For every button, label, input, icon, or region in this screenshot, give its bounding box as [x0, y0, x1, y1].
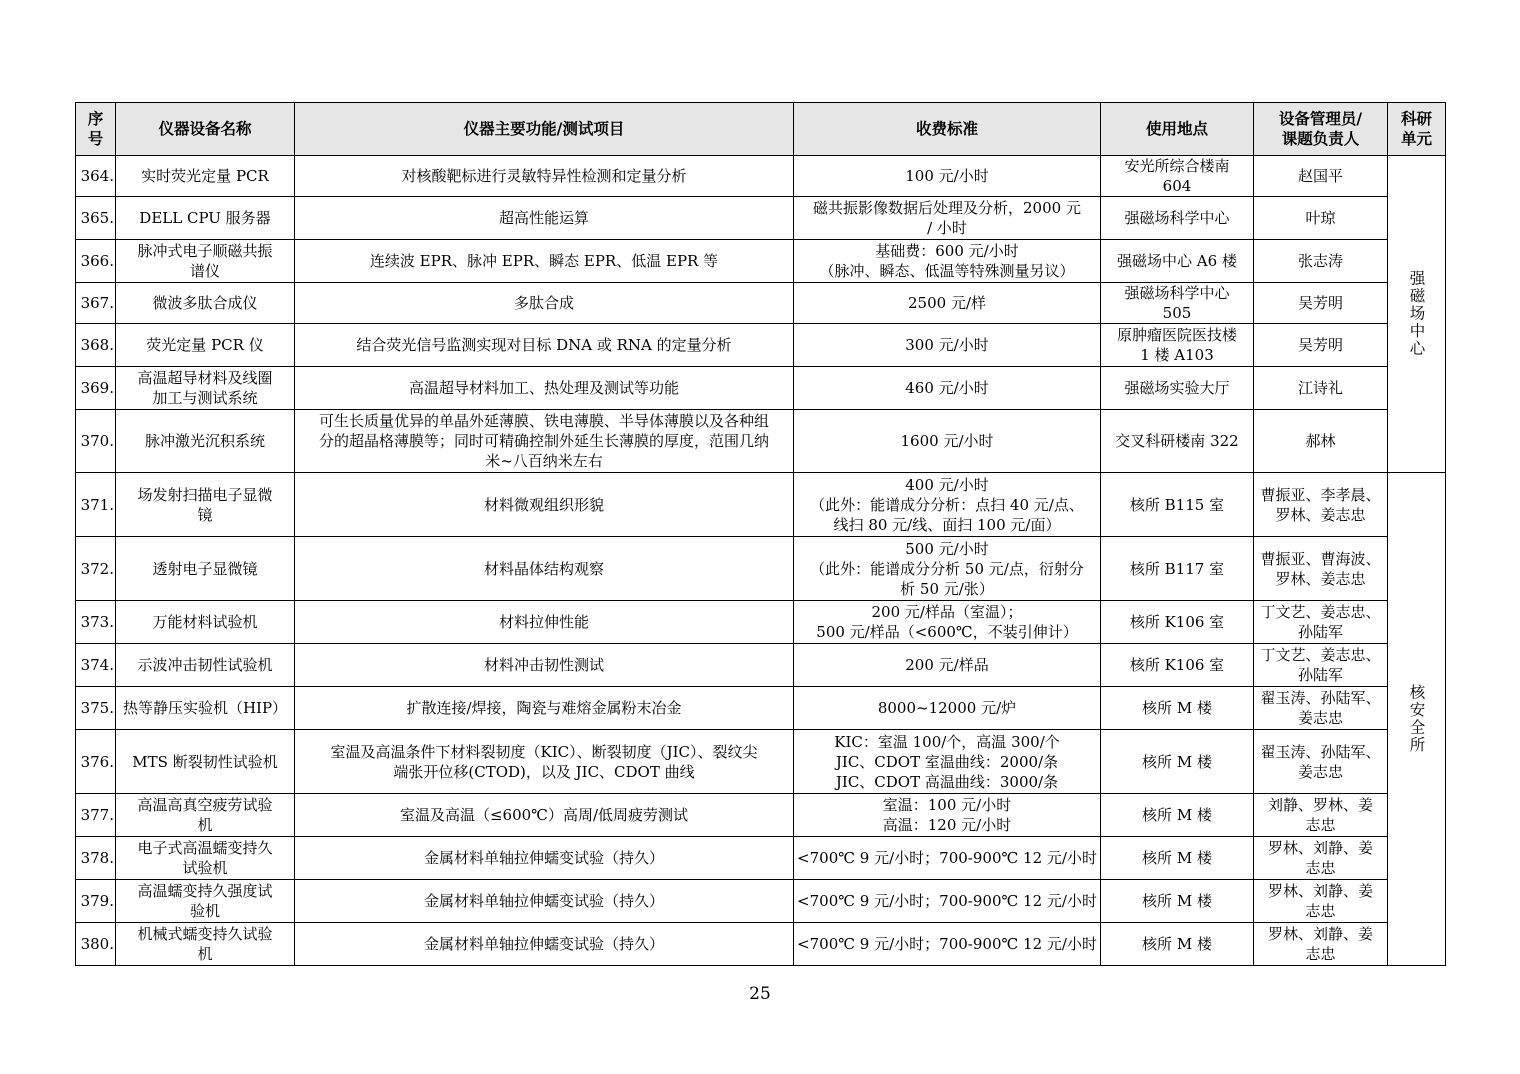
cell-fee: 2500 元/样	[794, 283, 1101, 324]
cell-function: 材料微观组织形貌	[295, 473, 794, 537]
cell-seq: 378.	[76, 837, 116, 880]
header-seq: 序 号	[76, 103, 116, 156]
cell-name: 示波冲击韧性试验机	[116, 644, 295, 687]
cell-fee: 500 元/小时 （此外：能谱成分分析 50 元/点，衍射分 析 50 元/张）	[794, 537, 1101, 601]
cell-research-unit: 核安全所	[1388, 473, 1446, 966]
cell-manager: 张志涛	[1254, 240, 1388, 283]
cell-function: 材料晶体结构观察	[295, 537, 794, 601]
cell-location: 核所 B115 室	[1101, 473, 1254, 537]
table-row	[76, 923, 1446, 966]
table-row	[76, 687, 1446, 730]
header-name: 仪器设备名称	[116, 103, 295, 156]
cell-seq: 366.	[76, 240, 116, 283]
table-row	[76, 880, 1446, 923]
cell-seq: 376.	[76, 730, 116, 794]
cell-location: 核所 B117 室	[1101, 537, 1254, 601]
cell-fee: 基础费：600 元/小时 （脉冲、瞬态、低温等特殊测量另议）	[794, 240, 1101, 283]
cell-location: 交叉科研楼南 322	[1101, 410, 1254, 473]
table-row	[76, 283, 1446, 324]
cell-function: 结合荧光信号监测实现对目标 DNA 或 RNA 的定量分析	[295, 324, 794, 367]
cell-location: 核所 M 楼	[1101, 837, 1254, 880]
cell-function: 可生长质量优异的单晶外延薄膜、铁电薄膜、半导体薄膜以及各种组 分的超晶格薄膜等；同时可精确控制外延生长薄膜的厚度，范围几纳 米~八百纳米左右	[295, 410, 794, 473]
cell-name: 电子式高温蠕变持久 试验机	[116, 837, 295, 880]
cell-manager: 吴芳明	[1254, 283, 1388, 324]
table-row	[76, 197, 1446, 240]
cell-location: 核所 K106 室	[1101, 601, 1254, 644]
cell-fee: 400 元/小时 （此外：能谱成分分析：点扫 40 元/点、 线扫 80 元/线、面扫 100 元/面）	[794, 473, 1101, 537]
cell-function: 对核酸靶标进行灵敏特异性检测和定量分析	[295, 156, 794, 197]
cell-seq: 380.	[76, 923, 116, 966]
cell-location: 强磁场中心 A6 楼	[1101, 240, 1254, 283]
cell-seq: 371.	[76, 473, 116, 537]
cell-name: 脉冲激光沉积系统	[116, 410, 295, 473]
cell-seq: 364.	[76, 156, 116, 197]
cell-name: 荧光定量 PCR 仪	[116, 324, 295, 367]
header-fee: 收费标准	[794, 103, 1101, 156]
cell-manager: 罗林、刘静、姜 志忠	[1254, 880, 1388, 923]
cell-name: 高温蠕变持久强度试 验机	[116, 880, 295, 923]
cell-manager: 吴芳明	[1254, 324, 1388, 367]
cell-fee: 200 元/样品（室温）； 500 元/样品（<600℃，不装引伸计）	[794, 601, 1101, 644]
cell-location: 核所 M 楼	[1101, 880, 1254, 923]
cell-manager: 翟玉涛、孙陆军、 姜志忠	[1254, 687, 1388, 730]
cell-name: 实时荧光定量 PCR	[116, 156, 295, 197]
table-row	[76, 730, 1446, 794]
cell-function: 材料拉伸性能	[295, 601, 794, 644]
cell-research-unit: 强磁场中心	[1388, 156, 1446, 473]
cell-name: 脉冲式电子顺磁共振 谱仪	[116, 240, 295, 283]
cell-name: 高温超导材料及线圈 加工与测试系统	[116, 367, 295, 410]
cell-seq: 367.	[76, 283, 116, 324]
cell-manager: 江诗礼	[1254, 367, 1388, 410]
cell-name: 透射电子显微镜	[116, 537, 295, 601]
cell-name: 热等静压实验机（HIP）	[116, 687, 295, 730]
cell-seq: 375.	[76, 687, 116, 730]
cell-function: 金属材料单轴拉伸蠕变试验（持久）	[295, 837, 794, 880]
header-function: 仪器主要功能/测试项目	[295, 103, 794, 156]
table-row	[76, 537, 1446, 601]
cell-seq: 374.	[76, 644, 116, 687]
cell-manager: 曹振亚、曹海波、 罗林、姜志忠	[1254, 537, 1388, 601]
cell-fee: <700℃ 9 元/小时；700-900℃ 12 元/小时	[794, 837, 1101, 880]
header-manager: 设备管理员/ 课题负责人	[1254, 103, 1388, 156]
table-row	[76, 410, 1446, 473]
cell-seq: 370.	[76, 410, 116, 473]
table-row	[76, 324, 1446, 367]
cell-function: 室温及高温条件下材料裂韧度（KIC）、断裂韧度（JIC）、裂纹尖 端张开位移(CTOD)，以及 JIC、CDOT 曲线	[295, 730, 794, 794]
cell-function: 金属材料单轴拉伸蠕变试验（持久）	[295, 923, 794, 966]
cell-location: 安光所综合楼南 604	[1101, 156, 1254, 197]
cell-fee: 200 元/样品	[794, 644, 1101, 687]
table-row	[76, 367, 1446, 410]
page-number: 25	[749, 984, 771, 1004]
cell-location: 强磁场科学中心	[1101, 197, 1254, 240]
table-header-row	[76, 103, 1446, 156]
cell-location: 核所 K106 室	[1101, 644, 1254, 687]
cell-function: 高温超导材料加工、热处理及测试等功能	[295, 367, 794, 410]
cell-manager: 丁文艺、姜志忠、 孙陆军	[1254, 601, 1388, 644]
cell-location: 核所 M 楼	[1101, 730, 1254, 794]
cell-manager: 叶琼	[1254, 197, 1388, 240]
cell-fee: KIC：室温 100/个，高温 300/个 JIC、CDOT 室温曲线：2000/条 JIC、CDOT 高温曲线：3000/条	[794, 730, 1101, 794]
equipment-fee-table	[75, 102, 1446, 966]
table-row	[76, 794, 1446, 837]
cell-fee: 460 元/小时	[794, 367, 1101, 410]
cell-manager: 罗林、刘静、姜 志忠	[1254, 837, 1388, 880]
cell-name: MTS 断裂韧性试验机	[116, 730, 295, 794]
cell-name: 微波多肽合成仪	[116, 283, 295, 324]
cell-function: 金属材料单轴拉伸蠕变试验（持久）	[295, 880, 794, 923]
cell-fee: 1600 元/小时	[794, 410, 1101, 473]
cell-name: 场发射扫描电子显微 镜	[116, 473, 295, 537]
cell-fee: 300 元/小时	[794, 324, 1101, 367]
table-row	[76, 644, 1446, 687]
cell-function: 室温及高温（≤600℃）高周/低周疲劳测试	[295, 794, 794, 837]
cell-fee: 100 元/小时	[794, 156, 1101, 197]
cell-seq: 368.	[76, 324, 116, 367]
cell-manager: 丁文艺、姜志忠、 孙陆军	[1254, 644, 1388, 687]
cell-location: 核所 M 楼	[1101, 923, 1254, 966]
header-unit: 科研 单元	[1388, 103, 1446, 156]
table-row	[76, 473, 1446, 537]
cell-manager: 罗林、刘静、姜 志忠	[1254, 923, 1388, 966]
cell-name: DELL CPU 服务器	[116, 197, 295, 240]
cell-function: 超高性能运算	[295, 197, 794, 240]
cell-seq: 377.	[76, 794, 116, 837]
cell-manager: 郝林	[1254, 410, 1388, 473]
cell-fee: 8000~12000 元/炉	[794, 687, 1101, 730]
cell-manager: 赵国平	[1254, 156, 1388, 197]
header-location: 使用地点	[1101, 103, 1254, 156]
cell-function: 连续波 EPR、脉冲 EPR、瞬态 EPR、低温 EPR 等	[295, 240, 794, 283]
cell-seq: 369.	[76, 367, 116, 410]
cell-seq: 372.	[76, 537, 116, 601]
cell-function: 多肽合成	[295, 283, 794, 324]
cell-fee: <700℃ 9 元/小时；700-900℃ 12 元/小时	[794, 880, 1101, 923]
cell-fee: 室温：100 元/小时 高温：120 元/小时	[794, 794, 1101, 837]
cell-fee: <700℃ 9 元/小时；700-900℃ 12 元/小时	[794, 923, 1101, 966]
cell-location: 原肿瘤医院医技楼 1 楼 A103	[1101, 324, 1254, 367]
cell-seq: 373.	[76, 601, 116, 644]
cell-seq: 379.	[76, 880, 116, 923]
cell-manager: 翟玉涛、孙陆军、 姜志忠	[1254, 730, 1388, 794]
cell-location: 核所 M 楼	[1101, 687, 1254, 730]
cell-function: 材料冲击韧性测试	[295, 644, 794, 687]
cell-seq: 365.	[76, 197, 116, 240]
cell-location: 强磁场科学中心 505	[1101, 283, 1254, 324]
table-body	[76, 156, 1446, 966]
table-row	[76, 240, 1446, 283]
cell-manager: 曹振亚、李孝晨、 罗林、姜志忠	[1254, 473, 1388, 537]
table-row	[76, 837, 1446, 880]
cell-name: 万能材料试验机	[116, 601, 295, 644]
cell-name: 高温高真空疲劳试验 机	[116, 794, 295, 837]
cell-function: 扩散连接/焊接，陶瓷与难熔金属粉末冶金	[295, 687, 794, 730]
cell-manager: 刘静、罗林、姜 志忠	[1254, 794, 1388, 837]
cell-name: 机械式蠕变持久试验 机	[116, 923, 295, 966]
cell-fee: 磁共振影像数据后处理及分析，2000 元 / 小时	[794, 197, 1101, 240]
cell-location: 核所 M 楼	[1101, 794, 1254, 837]
table-row	[76, 601, 1446, 644]
table-row	[76, 156, 1446, 197]
cell-location: 强磁场实验大厅	[1101, 367, 1254, 410]
